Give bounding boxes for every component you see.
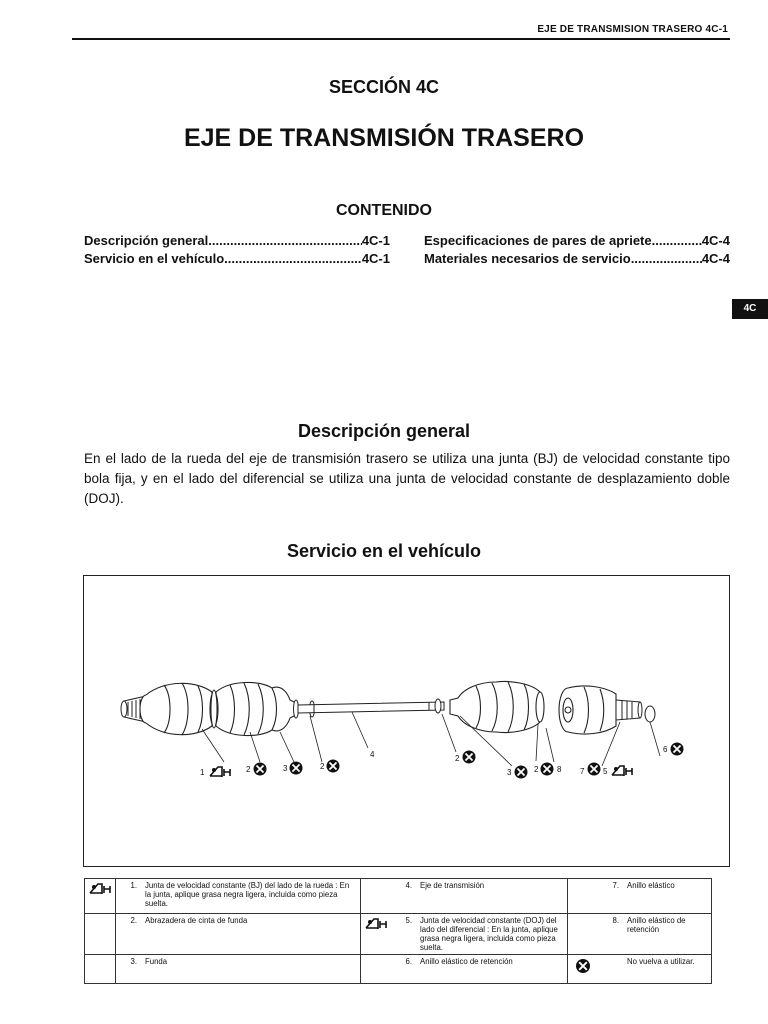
grease-icon (87, 881, 113, 897)
grease-icon (363, 916, 389, 932)
callout-7: 7 (580, 767, 585, 776)
toc-entry-page: 4C-4 (701, 233, 730, 248)
callout-8: 8 (557, 765, 562, 774)
toc-right (424, 232, 730, 267)
legend-item: 7. Anillo elástico (598, 879, 712, 914)
toc-entry-label: Servicio en el vehículo (84, 250, 225, 266)
doj-stub (616, 700, 655, 722)
section-number: SECCIÓN 4C (328, 77, 440, 97)
drive-shaft-figure (83, 575, 730, 867)
toc-leader (208, 232, 362, 250)
callout-6: 6 (663, 745, 668, 754)
toc-entry-label: Especificaciones de pares de apriete (424, 233, 652, 248)
general-description-heading: Descripción general (297, 421, 471, 441)
callout-1: 1 (200, 768, 205, 777)
toc-entry-page: 4C-1 (361, 233, 390, 248)
legend-item: 4. Eje de transmisión (391, 879, 568, 914)
callout-4: 4 (370, 750, 375, 759)
running-head: EJE DE TRANSMISION TRASERO 4C-1 (537, 24, 728, 35)
toc-leader (224, 250, 362, 268)
header-rule (72, 38, 730, 40)
legend-icon-cell (361, 914, 392, 955)
callout-2: 2 (246, 765, 251, 774)
legend-item: 5. Junta de velocidad constante (DOJ) del lado del diferencial : En la junta, aplique grasa negra ligera, incluida como pieza suelta. (391, 914, 568, 955)
legend-item: 3. Funda (116, 955, 361, 984)
page-title: EJE DE TRANSMISIÓN TRASERO (183, 124, 585, 152)
legend-item: 1. Junta de velocidad constante (BJ) del lado de la rueda : En la junta, aplique grasa negra ligera, incluida como pieza suelta. (116, 879, 361, 914)
toc-entry-label: Descripción general (84, 233, 209, 248)
doj-joint (559, 686, 616, 734)
callout-2c: 2 (455, 754, 460, 763)
legend-item: No vuelva a utilizar. (598, 955, 712, 984)
callout-3b: 3 (507, 768, 512, 777)
toc-entry[interactable] (84, 232, 390, 250)
toc-entry-label: Materiales necesarios de servicio (424, 250, 631, 266)
toc-entry[interactable] (424, 232, 730, 250)
callout-2d: 2 (534, 765, 539, 774)
toc-entry[interactable] (424, 250, 730, 268)
toc-left (84, 232, 390, 267)
legend-item: 6. Anillo elástico de retención (391, 955, 568, 984)
toc-entry-page: 4C-4 (701, 250, 730, 266)
bj-boot (210, 682, 298, 735)
toc-entry-page: 4C-1 (361, 250, 390, 266)
bj-joint (140, 683, 212, 735)
legend-icon-cell (85, 879, 116, 914)
general-description-text: En el lado de la rueda del eje de transmisión trasero se utiliza una junta (BJ) de velocidad constante tipo bola fija, y en el lado del diferencial se utiliza una junta de velocidad constante de desplazamiento doble (DOJ). (84, 451, 730, 506)
service-heading: Servicio en el vehículo (286, 541, 482, 561)
contents-heading: CONTENIDO (336, 202, 432, 219)
toc-entry[interactable] (84, 250, 390, 268)
section-tab: 4C (732, 299, 768, 319)
figure-legend (84, 878, 712, 984)
legend-item: 8. Anillo elástico de retención (598, 914, 712, 955)
callout-5: 5 (603, 767, 608, 776)
legend-item: 2. Abrazadera de cinta de funda (116, 914, 361, 955)
toc-leader (652, 232, 702, 250)
legend-icon-cell (568, 955, 599, 984)
toc-leader (631, 250, 702, 268)
do-not-reuse-icon (574, 957, 592, 975)
drive-shaft (298, 702, 444, 714)
callout-3: 3 (283, 764, 288, 773)
drive-shaft-illustration (84, 576, 729, 866)
doj-boot (450, 681, 544, 732)
callout-2b: 2 (320, 762, 325, 771)
